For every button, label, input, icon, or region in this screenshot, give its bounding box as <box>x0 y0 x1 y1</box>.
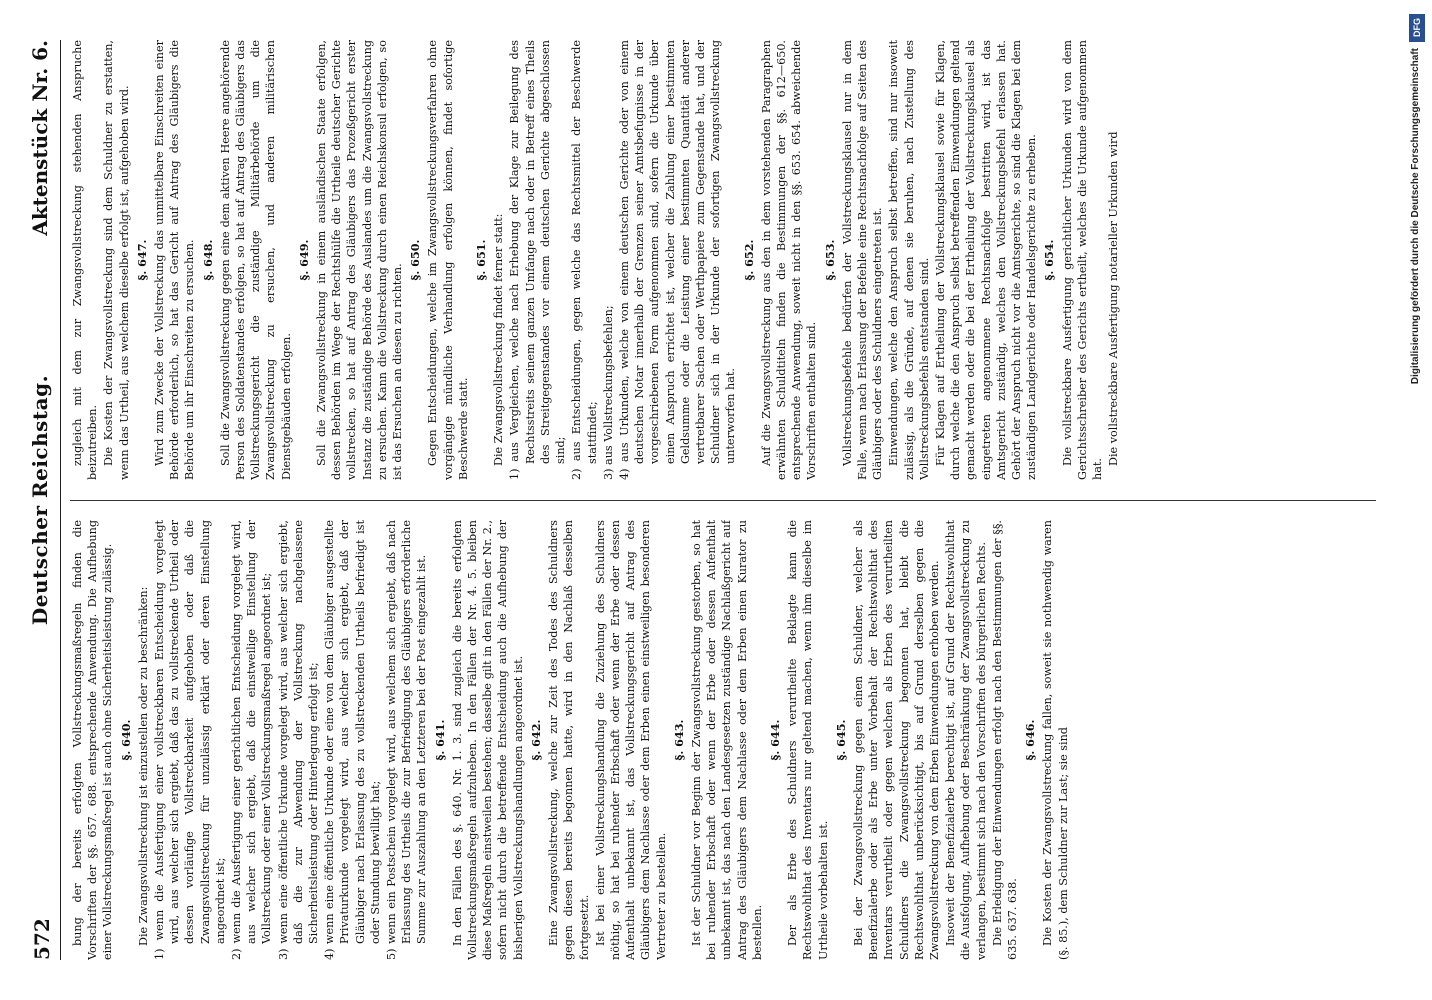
page-number: 572 <box>30 918 54 960</box>
paragraph: Gegen Entscheidungen, welche im Zwangsvollstreckungsverfahren ohne vorgängige mündliche Verhandlung erfolgen können, findet sofortige Beschwerde statt. <box>426 40 470 480</box>
section-heading: §. 649. <box>296 239 311 281</box>
numbered-item: 3) wenn eine öffentliche Urkunde vorgelegt wird, aus welcher sich ergiebt, daß die zur Abwendung der Vollstreckung nachgelassene Sicherheitsleistung oder Hinterlegung erfolgt ist; <box>276 520 321 960</box>
section-heading: §. 642. <box>528 719 543 761</box>
numbered-item: 2) wenn die Ausfertigung einer gerichtlichen Entscheidung vorgelegt wird, aus welcher sich ergiebt, daß die einstweilige Einstellung der Vollstreckung oder einer Vollstreckungsmaßregel angeordnet ist; <box>230 520 274 960</box>
paragraph: Für Klagen auf Ertheilung der Vollstreckungsklausel sowie für Klagen, durch welche die den Anspruch selbst betreffenden Einwendungen geltend gemacht werden oder die bei der Ertheilung der Vollstreckungsklausel als eingetreten angenommene Rechtsnachfolge bestritten wird, ist das Amtsgericht zuständig, welches den Vollstreckungsbefehl erlassen hat. Gehört der Anspruch nicht vor die Amtsgerichte, so sind die Klagen bei dem zuständigen Landgerichte oder Handelsgerichte zu erheben. <box>933 40 1039 480</box>
numbered-item: 1) aus Vergleichen, welche nach Erhebung der Klage zur Beilegung des Rechtsstreits seinem ganzen Umfange nach oder in Betreff eines Theils des Streitgegenstandes vor einem deutschen Gerichte abgeschlossen sind; <box>508 40 568 480</box>
paragraph: Die Zwangsvollstreckung ist einzustellen oder zu beschränken: <box>136 586 150 946</box>
section-heading: §. 653. <box>822 239 837 281</box>
numbered-item: 5) wenn ein Postschein vorgelegt wird, aus welchem sich ergiebt, daß nach Erlassung des Urtheils die zur Befriedigung des Gläubigers erforderliche Summe zur Auszahlung an den Letzteren bei der Post eingezahlt ist. <box>385 520 429 960</box>
numbered-item: 4) aus Urkunden, welche von einem deutschen Gerichte oder von einem deutschen Notar innerhalb der Grenzen seiner Amtsbefugnisse in der vorgeschriebenen Form aufgenommen sind, sofern die Urkunde über einen Anspruch errichtet ist, welcher die Zahlung einer bestimmten Geldsumme oder die Leistung einer bestimmten Quantität anderer vertretbarer Sachen oder Werthpapiere zum Gegenstande hat, und der Schuldner sich in der Urkunde der sofortigen Zwangsvollstreckung unterworfen hat. <box>617 40 738 480</box>
paragraph: Soll die Zwangsvollstreckung in einem ausländischen Staate erfolgen, dessen Behörden im Wege der Rechtshülfe die Urtheile deutscher Gerichte vollstrecken, so hat auf Antrag des Gläubigers das Prozeßgericht erster Instanz die zuständige Behörde des Auslandes um die Zwangsvollstreckung zu ersuchen. Kann die Vollstreckung durch einen Reichskonsul erfolgen, so ist das Ersuchen an diesen zu richten. <box>315 40 405 480</box>
paragraph: Die Erledigung der Einwendungen erfolgt nach den Bestimmungen der §§. 635. 637. 638. <box>990 520 1019 960</box>
paragraph: Der als Erbe des Schuldners verurtheilte Beklagte kann die Rechtswohlthat des Inventars nur geltend machen, wenn ihm dieselbe im Urtheile vorbehalten ist. <box>786 520 830 960</box>
section-heading: §. 646. <box>1023 719 1038 761</box>
paragraph: bung der bereits erfolgten Vollstreckungsmaßregeln finden die Vorschriften der §§. 657. 688. entsprechende Anwendung. Die Aufhebung einer Vollstreckungsmaßregel ist auch ohne Sicherheitsleistung zulässig. <box>71 520 115 960</box>
column-divider <box>70 500 1376 501</box>
section-heading: §. 651. <box>474 239 489 281</box>
document-reference: Aktenstück Nr. 6. <box>28 40 52 236</box>
paragraph: Vollstreckungsbefehle bedürfen der Vollstreckungsklausel nur in dem Falle, wenn nach Erlassung der Befehle eine Rechtsnachfolge auf Seiten des Gläubigers oder des Schuldners eingetreten ist. <box>840 40 885 480</box>
dfg-logo: DFG <box>1409 14 1425 42</box>
numbered-item: 4) wenn eine öffentliche Urkunde oder eine von dem Gläubiger ausgestellte Privaturkunde vorgelegt wird, aus welcher sich ergiebt, daß der Gläubiger nach Erlassung des zu vollstreckenden Urtheils befriedigt ist oder Stundung bewilligt hat; <box>323 520 382 960</box>
paragraph: Die vollstreckbare Ausfertigung gerichtlicher Urkunden wird von dem Gerichtsschreiber des Gerichts ertheilt, welches die Urkunde aufgenommen hat. <box>1060 40 1104 480</box>
page-header <box>26 40 61 960</box>
paragraph: Die Kosten der Zwangsvollstreckung fallen, soweit sie nothwendig waren (§. 85.), dem Schuldner zur Last; sie sind <box>1041 520 1070 960</box>
section-heading: §. 648. <box>200 239 215 281</box>
section-heading: §. 654. <box>1042 239 1057 281</box>
left-text-column <box>70 520 1376 960</box>
paragraph: Ist der Schuldner vor Beginn der Zwangsvollstreckung gestorben, so hat bei ruhender Erbschaft oder wenn der Erbe oder dessen Aufenthalt unbekannt ist, das nach den Landesgesetzen zuständige Nachlaßgericht auf Antrag des Gläubigers dem Nachlasse oder dem Erben einen Kurator zu bestellen. <box>689 520 764 960</box>
section-heading: §. 644. <box>767 719 782 761</box>
numbered-item: 1) wenn die Ausfertigung einer vollstreckbaren Entscheidung vorgelegt wird, aus welcher sich ergiebt, daß das zu vollstreckende Urtheil oder dessen vorläufige Vollstreckbarkeit aufgehoben oder daß die Zwangsvollstreckung für unzulässig erklärt oder deren Einstellung angeordnet ist; <box>153 520 227 960</box>
paragraph: Auf die Zwangsvollstreckung aus den in dem vorstehenden Paragraphen erwähnten Schuldtiteln finden die Bestimmungen der §§. 612—650. entsprechende Anwendung, soweit nicht in den §§. 653. 654. abweichende Vorschriften enthalten sind. <box>759 40 819 480</box>
dfg-watermark <box>1406 8 1430 992</box>
paragraph: In den Fällen des §. 640. Nr. 1. 3. sind zugleich die bereits erfolgten Vollstreckungsmaßregeln aufzuheben. In den Fällen der Nr. 4. 5. bleiben diese Maßregeln einstweilen bestehen; dasselbe gilt in den Fällen der Nr. 2., sofern nicht durch die betreffende Entscheidung auch die Aufhebung der bisherigen Vollstreckungshandlungen angeordnet ist. <box>450 520 525 960</box>
paragraph: Wird zum Zwecke der Vollstreckung das unmittelbare Einschreiten einer Behörde erforderlich, so hat das Gericht auf Antrag des Gläubigers die Behörde um ihr Einschreiten zu ersuchen. <box>153 40 197 480</box>
paragraph: Einwendungen, welche den Anspruch selbst betreffen, sind nur insoweit zulässig, als die Gründe, auf denen sie beruhen, nach Zustellung des Vollstreckungsbefehls entstanden sind. <box>887 40 931 480</box>
numbered-item: 3) aus Vollstreckungsbefehlen; <box>601 305 615 480</box>
paragraph: Eine Zwangsvollstreckung, welche zur Zeit des Todes des Schuldners gegen diesen bereits begonnen hatte, wird in den Nachlaß desselben fortgesetzt. <box>547 520 591 960</box>
section-heading: §. 643. <box>671 719 686 761</box>
numbered-item: 2) aus Entscheidungen, gegen welche das Rechtsmittel der Beschwerde stattfindet; <box>570 40 599 480</box>
paragraph: zugleich mit dem zur Zwangsvollstreckung stehenden Anspruche beizutreiben. <box>71 40 100 480</box>
right-text-column <box>70 40 1376 480</box>
paragraph: Die vollstreckbare Ausfertigung notarieller Urkunden wird <box>1107 131 1121 466</box>
paragraph: Bei der Zwangsvollstreckung gegen einen Schuldner, welcher als Benefizialerbe oder als Erbe unter Vorbehalt der Rechtswohlthat des Inventars verurtheilt oder gegen welchen als Erben des verurtheilten Schuldners die Zwangsvollstreckung begonnen hat, bleibt die Rechtswohlthat unberücksichtigt, bis auf Grund derselben gegen die Zwangsvollstreckung von dem Erben Einwendungen erhoben werden. <box>851 520 941 960</box>
paragraph: Soll die Zwangsvollstreckung gegen eine dem aktiven Heere angehörende Person des Soldatenstandes erfolgen, so hat auf Antrag des Gläubigers das Vollstreckungsgericht die zuständige Militärbehörde um die Zwangsvollstreckung zu ersuchen, und anderen militärischen Dienstgebäuden erfolgen. <box>218 40 293 480</box>
paragraph: Ist bei einer Vollstreckungshandlung die Zuziehung des Schuldners nöthig, so hat bei ruhender Erbschaft oder wenn der Erbe oder dessen Aufenthalt unbekannt ist, das Vollstreckungsgericht auf Antrag des Gläubigers dem Nachlasse oder dem Erben einen einstweiligen besonderen Vertreter zu bestellen. <box>593 520 668 960</box>
section-heading: §. 650. <box>408 239 423 281</box>
section-heading: §. 645. <box>833 719 848 761</box>
paragraph: Die Kosten der Zwangsvollstreckung sind dem Schuldner zu erstatten, wenn das Urtheil, aus welchem dieselbe erfolgt ist, aufgehoben wird. <box>102 40 131 480</box>
section-heading: §. 647. <box>134 239 149 281</box>
section-heading: §. 652. <box>741 239 756 281</box>
paragraph: Die Zwangsvollstreckung findet ferner statt: <box>492 213 506 466</box>
section-heading: §. 641. <box>432 719 447 761</box>
section-heading: §. 640. <box>118 719 133 761</box>
paragraph: Insoweit der Benefizialerbe berechtigt ist, auf Grund der Rechtswohlthat die Ausfolgung, Aufhebung oder Beschränkung der Zwangsvollstreckung zu verlangen, bestimmt sich nach den Vorschriften des bürgerlichen Rechts. <box>944 520 988 960</box>
page-title: Deutscher Reichstag. <box>28 374 52 626</box>
dfg-watermark-text: Digitalisierung gefördert durch die Deutsche Forschungsgemeinschaft <box>1410 48 1421 385</box>
